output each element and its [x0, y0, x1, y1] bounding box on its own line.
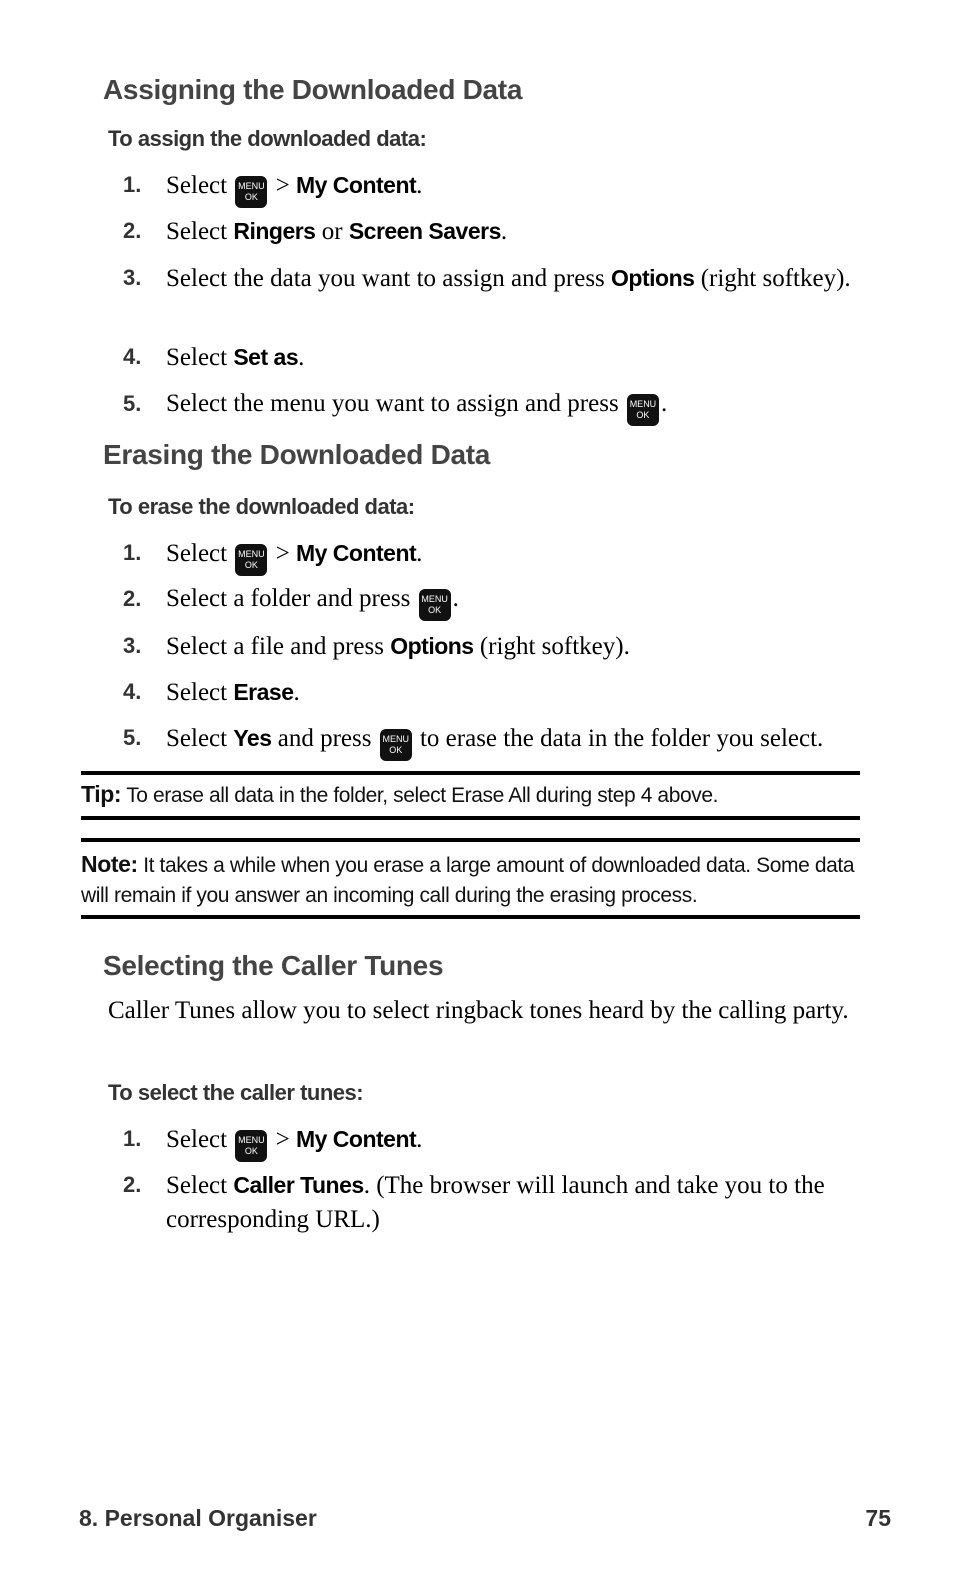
- note-box: [81, 849, 861, 911]
- lead-erase: To erase the downloaded data:: [108, 494, 415, 519]
- step-text: .: [500, 218, 508, 245]
- page-number: 75: [865, 1505, 891, 1531]
- divider: [81, 771, 860, 775]
- softkey-label: Options: [390, 633, 474, 659]
- menu-ok-key-icon: MENU OK: [380, 729, 412, 761]
- note-label: Note:: [81, 851, 138, 877]
- menu-ok-key-icon: MENU OK: [235, 176, 267, 208]
- softkey-label: Options: [611, 265, 695, 291]
- step-text: .: [452, 585, 459, 612]
- step-text: Select: [166, 344, 228, 371]
- tip-box: [81, 779, 861, 811]
- menu-option-label: Caller Tunes: [233, 1172, 364, 1198]
- step-text: and press: [277, 725, 372, 752]
- step-text: Select the menu you want to assign and press: [166, 390, 619, 417]
- step-number: 1.: [123, 540, 142, 565]
- menu-ok-key-icon: MENU OK: [235, 1130, 267, 1162]
- lead-caller-tunes: To select the caller tunes:: [108, 1080, 364, 1105]
- menu-ok-key-icon: MENU OK: [419, 589, 451, 621]
- step-text: Select: [166, 1172, 228, 1199]
- step-number: 1.: [123, 172, 142, 197]
- divider: [81, 816, 860, 820]
- step-number: 3.: [123, 633, 142, 658]
- tip-text: To erase all data in the folder, select Erase All during step 4 above.: [126, 784, 719, 807]
- step-text: Select: [166, 172, 228, 199]
- step-text: Select a folder and press: [166, 585, 411, 612]
- menu-path-label: My Content: [295, 172, 417, 198]
- step-text: Select: [166, 1126, 228, 1153]
- step-text: >: [275, 1126, 290, 1153]
- menu-ok-key-icon: MENU OK: [627, 394, 659, 426]
- step-text: Select a file and press: [166, 633, 384, 660]
- step-number: 4.: [123, 679, 142, 704]
- step-number: 2.: [123, 1172, 142, 1197]
- step-text: >: [275, 540, 290, 567]
- step-text: >: [275, 172, 290, 199]
- step-text: . (The browser will launch and take you to the corresponding URL.): [166, 1172, 825, 1233]
- step-text: (right softkey).: [479, 633, 630, 660]
- step-text: Select: [166, 725, 228, 752]
- menu-option-label: Set as: [233, 344, 299, 370]
- menu-ok-key-icon: MENU OK: [235, 544, 267, 576]
- note-text: It takes a while when you erase a large amount of downloaded data. Some data will remain if you answer an incoming call during the erasing process.: [81, 854, 855, 907]
- step-number: 1.: [123, 1126, 142, 1151]
- step-number: 5.: [123, 725, 142, 750]
- section-heading-caller-tunes: Selecting the Caller Tunes: [103, 950, 444, 981]
- step-number: 5.: [123, 391, 142, 416]
- step-text: Select the data you want to assign and press: [166, 265, 605, 292]
- step-text: .: [416, 172, 423, 199]
- step-text: Select: [166, 540, 228, 567]
- lead-assign: To assign the downloaded data:: [108, 126, 427, 151]
- menu-option-label: Yes: [233, 725, 272, 751]
- step-text: Select: [166, 218, 228, 245]
- step-text: .: [416, 1126, 423, 1153]
- intro-paragraph: Caller Tunes allow you to select ringback tones heard by the calling party.: [108, 997, 849, 1024]
- menu-option-label: Screen Savers: [348, 218, 501, 244]
- step-text: .: [416, 540, 423, 567]
- step-number: 2.: [123, 218, 142, 243]
- footer-section-title: 8. Personal Organiser: [79, 1505, 317, 1531]
- menu-path-label: My Content: [295, 1126, 417, 1152]
- menu-option-label: Erase: [233, 679, 294, 705]
- section-heading-assigning: Assigning the Downloaded Data: [103, 74, 523, 105]
- step-text: Select: [166, 679, 228, 706]
- menu-option-label: Ringers: [233, 218, 316, 244]
- step-text: .: [293, 679, 300, 706]
- step-text: .: [298, 344, 305, 371]
- step-text: .: [660, 390, 668, 417]
- step-number: 2.: [123, 586, 142, 611]
- menu-path-label: My Content: [295, 540, 417, 566]
- tip-label: Tip:: [81, 781, 122, 807]
- divider: [81, 915, 860, 919]
- step-text: or: [321, 218, 343, 245]
- step-text: (right softkey).: [700, 265, 851, 292]
- step-text: to erase the data in the folder you select.: [419, 725, 824, 752]
- step-number: 3.: [123, 265, 142, 290]
- section-heading-erasing: Erasing the Downloaded Data: [103, 439, 491, 470]
- step-number: 4.: [123, 344, 142, 369]
- divider: [81, 838, 860, 842]
